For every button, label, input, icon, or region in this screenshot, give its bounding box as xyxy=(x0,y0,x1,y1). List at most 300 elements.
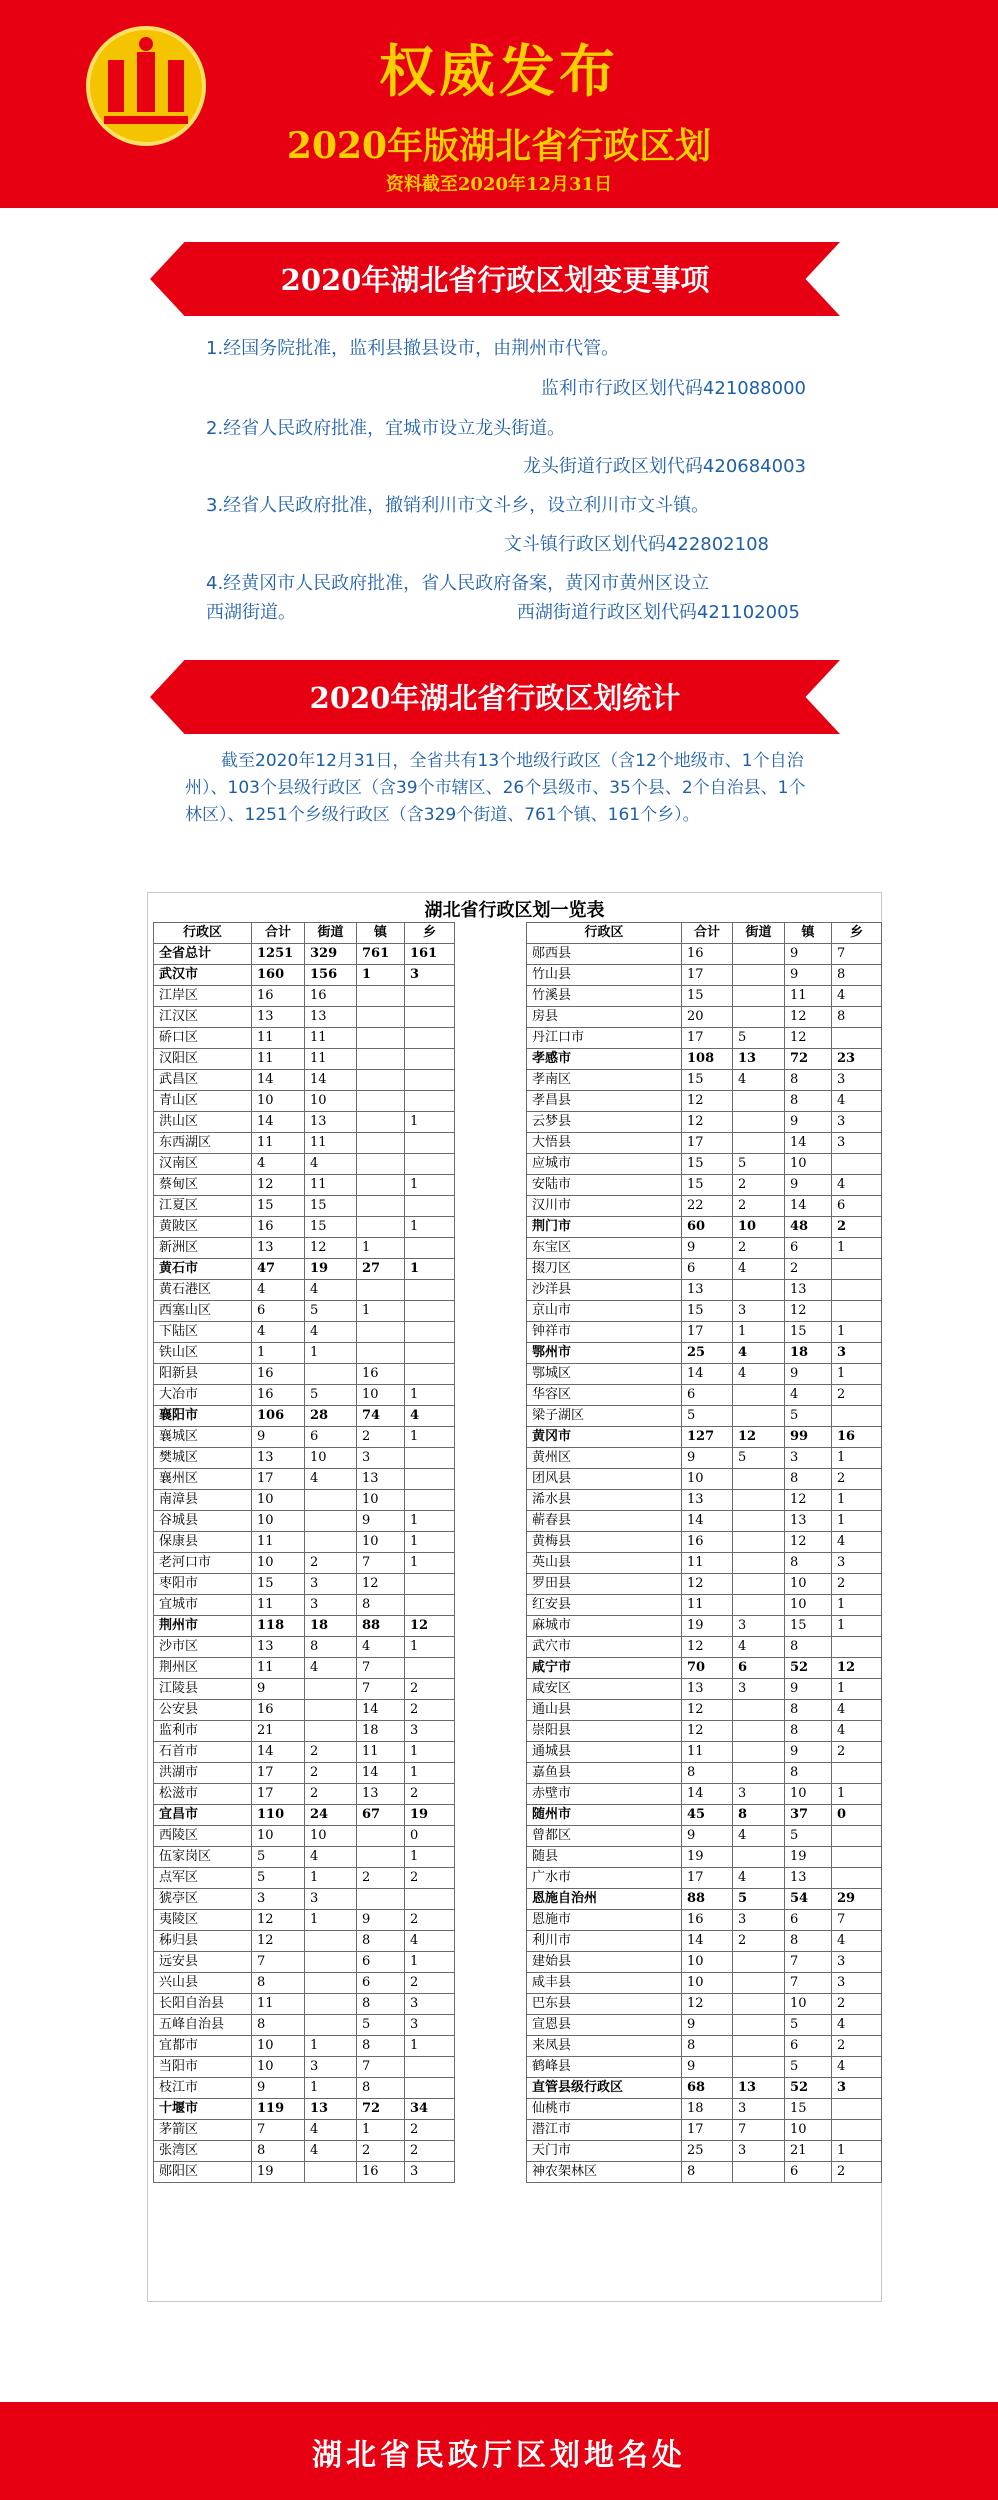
table-row xyxy=(527,1007,882,1028)
region-name-cell: 英山县 xyxy=(527,1553,682,1574)
count-cell: 8 xyxy=(785,1931,832,1952)
region-name-cell: 青山区 xyxy=(154,1091,252,1112)
count-cell: 16 xyxy=(252,1700,305,1721)
count-cell: 25 xyxy=(682,1343,733,1364)
count-cell xyxy=(832,2099,882,2120)
count-cell: 12 xyxy=(785,1028,832,1049)
count-cell: 1 xyxy=(357,2120,405,2141)
table-row xyxy=(154,1406,455,1427)
region-name-cell: 孝感市 xyxy=(527,1049,682,1070)
count-cell: 1 xyxy=(405,1385,455,1406)
table-row xyxy=(527,1532,882,1553)
region-name-cell: 红安县 xyxy=(527,1595,682,1616)
count-cell: 1 xyxy=(405,1427,455,1448)
count-cell: 88 xyxy=(682,1889,733,1910)
count-cell: 10 xyxy=(733,1217,785,1238)
count-cell: 1 xyxy=(357,1238,405,1259)
region-name-cell: 秭归县 xyxy=(154,1931,252,1952)
table-header-cell: 合计 xyxy=(682,923,733,944)
count-cell: 5 xyxy=(357,2015,405,2036)
count-cell: 15 xyxy=(682,1175,733,1196)
count-cell xyxy=(832,1301,882,1322)
table-header-cell: 镇 xyxy=(785,923,832,944)
region-name-cell: 保康县 xyxy=(154,1532,252,1553)
count-cell xyxy=(305,1931,357,1952)
count-cell: 5 xyxy=(785,2057,832,2078)
table-row xyxy=(154,1280,455,1301)
count-cell: 11 xyxy=(252,1595,305,1616)
table-row xyxy=(527,986,882,1007)
count-cell: 16 xyxy=(252,986,305,1007)
region-name-cell: 应城市 xyxy=(527,1154,682,1175)
count-cell xyxy=(832,1259,882,1280)
count-cell: 3 xyxy=(832,1133,882,1154)
region-name-cell: 随县 xyxy=(527,1847,682,1868)
region-name-cell: 大冶市 xyxy=(154,1385,252,1406)
count-cell: 1 xyxy=(832,1511,882,1532)
count-cell: 11 xyxy=(682,1742,733,1763)
region-name-cell: 武昌区 xyxy=(154,1070,252,1091)
count-cell: 3 xyxy=(785,1448,832,1469)
count-cell xyxy=(733,1133,785,1154)
region-name-cell: 咸丰县 xyxy=(527,1973,682,1994)
table-row xyxy=(527,1070,882,1091)
table-row xyxy=(154,1994,455,2015)
count-cell: 12 xyxy=(785,1490,832,1511)
count-cell: 6 xyxy=(785,2162,832,2183)
count-cell: 7 xyxy=(252,2120,305,2141)
count-cell: 2 xyxy=(785,1259,832,1280)
count-cell: 9 xyxy=(785,1679,832,1700)
count-cell: 2 xyxy=(305,1553,357,1574)
count-cell: 1 xyxy=(832,1322,882,1343)
region-name-cell: 丹江口市 xyxy=(527,1028,682,1049)
table-row xyxy=(527,1595,882,1616)
count-cell: 12 xyxy=(405,1616,455,1637)
count-cell: 761 xyxy=(357,944,405,965)
count-cell: 161 xyxy=(405,944,455,965)
region-name-cell: 十堰市 xyxy=(154,2099,252,2120)
count-cell: 2 xyxy=(405,1910,455,1931)
count-cell: 4 xyxy=(832,1931,882,1952)
count-cell: 70 xyxy=(682,1658,733,1679)
count-cell: 8 xyxy=(785,1721,832,1742)
change-item-3: 3.经省人民政府批准，撤销利川市文斗乡，设立利川市文斗镇。 xyxy=(206,495,710,516)
count-cell xyxy=(305,1973,357,1994)
region-name-cell: 当阳市 xyxy=(154,2057,252,2078)
region-name-cell: 老河口市 xyxy=(154,1553,252,1574)
count-cell: 19 xyxy=(785,1847,832,1868)
region-name-cell: 兴山县 xyxy=(154,1973,252,1994)
count-cell: 14 xyxy=(682,1931,733,1952)
region-name-cell: 新洲区 xyxy=(154,1238,252,1259)
count-cell: 9 xyxy=(357,1910,405,1931)
region-name-cell: 伍家岗区 xyxy=(154,1847,252,1868)
count-cell: 127 xyxy=(682,1427,733,1448)
region-name-cell: 石首市 xyxy=(154,1742,252,1763)
count-cell: 5 xyxy=(305,1385,357,1406)
count-cell: 4 xyxy=(832,1700,882,1721)
count-cell: 52 xyxy=(785,1658,832,1679)
region-name-cell: 孝南区 xyxy=(527,1070,682,1091)
count-cell: 2 xyxy=(832,1469,882,1490)
count-cell xyxy=(832,1763,882,1784)
count-cell: 4 xyxy=(305,1658,357,1679)
region-name-cell: 汉南区 xyxy=(154,1154,252,1175)
count-cell: 6 xyxy=(832,1196,882,1217)
count-cell: 2 xyxy=(405,1784,455,1805)
count-cell: 2 xyxy=(832,2162,882,2183)
count-cell: 11 xyxy=(305,1133,357,1154)
table-row xyxy=(154,1322,455,1343)
count-cell xyxy=(405,1448,455,1469)
count-cell: 1 xyxy=(405,1763,455,1784)
count-cell: 3 xyxy=(832,1070,882,1091)
count-cell: 14 xyxy=(682,1511,733,1532)
count-cell: 108 xyxy=(682,1049,733,1070)
count-cell xyxy=(305,1721,357,1742)
region-name-cell: 公安县 xyxy=(154,1700,252,1721)
count-cell: 16 xyxy=(252,1217,305,1238)
table-row xyxy=(154,1070,455,1091)
table-row xyxy=(527,1322,882,1343)
region-name-cell: 武穴市 xyxy=(527,1637,682,1658)
count-cell: 4 xyxy=(405,1406,455,1427)
table-row xyxy=(527,1679,882,1700)
table-row xyxy=(527,1574,882,1595)
region-name-cell: 梁子湖区 xyxy=(527,1406,682,1427)
table-row xyxy=(527,2099,882,2120)
change-item-4-cont: 西湖街道。 xyxy=(206,602,296,623)
table-header-row xyxy=(527,923,882,944)
count-cell: 9 xyxy=(785,1112,832,1133)
count-cell: 3 xyxy=(733,1301,785,1322)
count-cell: 6 xyxy=(305,1427,357,1448)
count-cell: 3 xyxy=(832,1553,882,1574)
count-cell: 3 xyxy=(733,1616,785,1637)
count-cell: 3 xyxy=(832,1973,882,1994)
table-row xyxy=(527,1406,882,1427)
count-cell: 9 xyxy=(785,965,832,986)
region-name-cell: 宜都市 xyxy=(154,2036,252,2057)
table-row xyxy=(527,2162,882,2183)
region-name-cell: 洪山区 xyxy=(154,1112,252,1133)
count-cell: 60 xyxy=(682,1217,733,1238)
count-cell: 16 xyxy=(252,1385,305,1406)
region-name-cell: 钟祥市 xyxy=(527,1322,682,1343)
count-cell xyxy=(733,1847,785,1868)
table-header-cell: 行政区 xyxy=(154,923,252,944)
count-cell: 13 xyxy=(252,1448,305,1469)
table-row xyxy=(154,1595,455,1616)
region-name-cell: 鄂州市 xyxy=(527,1343,682,1364)
count-cell: 1 xyxy=(832,1238,882,1259)
count-cell: 14 xyxy=(785,1196,832,1217)
count-cell: 4 xyxy=(733,1364,785,1385)
count-cell: 22 xyxy=(682,1196,733,1217)
region-name-cell: 崇阳县 xyxy=(527,1721,682,1742)
count-cell xyxy=(357,1112,405,1133)
count-cell: 3 xyxy=(405,1994,455,2015)
region-name-cell: 西塞山区 xyxy=(154,1301,252,1322)
count-cell: 17 xyxy=(682,1322,733,1343)
count-cell: 13 xyxy=(252,1238,305,1259)
count-cell xyxy=(405,1049,455,1070)
count-cell: 1 xyxy=(305,2078,357,2099)
region-name-cell: 仙桃市 xyxy=(527,2099,682,2120)
count-cell: 9 xyxy=(785,1175,832,1196)
table-row xyxy=(154,1721,455,1742)
count-cell: 19 xyxy=(252,2162,305,2183)
count-cell: 7 xyxy=(357,1658,405,1679)
count-cell: 47 xyxy=(252,1259,305,1280)
table-title: 湖北省行政区划一览表 xyxy=(424,900,605,921)
count-cell: 67 xyxy=(357,1805,405,1826)
region-name-cell: 云梦县 xyxy=(527,1112,682,1133)
table-row xyxy=(527,1700,882,1721)
region-name-cell: 赤壁市 xyxy=(527,1784,682,1805)
region-name-cell: 枣阳市 xyxy=(154,1574,252,1595)
count-cell xyxy=(357,1070,405,1091)
count-cell: 11 xyxy=(252,1028,305,1049)
count-cell: 106 xyxy=(252,1406,305,1427)
count-cell: 6 xyxy=(252,1301,305,1322)
table-row xyxy=(154,2015,455,2036)
count-cell: 8 xyxy=(682,1763,733,1784)
count-cell xyxy=(305,1490,357,1511)
count-cell xyxy=(305,2015,357,2036)
count-cell: 4 xyxy=(305,1469,357,1490)
count-cell xyxy=(733,1469,785,1490)
region-name-cell: 襄州区 xyxy=(154,1469,252,1490)
table-row xyxy=(527,1973,882,1994)
table-row xyxy=(154,1343,455,1364)
count-cell xyxy=(832,1406,882,1427)
count-cell: 5 xyxy=(733,1448,785,1469)
table-row xyxy=(154,1049,455,1070)
count-cell: 68 xyxy=(682,2078,733,2099)
region-name-cell: 通城县 xyxy=(527,1742,682,1763)
table-header-cell: 乡 xyxy=(832,923,882,944)
table-row xyxy=(154,1490,455,1511)
region-name-cell: 华容区 xyxy=(527,1385,682,1406)
count-cell xyxy=(357,1154,405,1175)
count-cell: 4 xyxy=(733,1637,785,1658)
table-row xyxy=(527,1805,882,1826)
table-row xyxy=(527,1175,882,1196)
count-cell xyxy=(305,1511,357,1532)
count-cell: 3 xyxy=(357,1448,405,1469)
count-cell: 9 xyxy=(252,1427,305,1448)
count-cell: 1 xyxy=(832,1595,882,1616)
table-row xyxy=(527,1952,882,1973)
count-cell: 9 xyxy=(682,1448,733,1469)
count-cell: 11 xyxy=(305,1028,357,1049)
count-cell xyxy=(733,1553,785,1574)
region-name-cell: 襄城区 xyxy=(154,1427,252,1448)
header-note: 资料截至2020年12月31日 xyxy=(385,174,613,195)
count-cell: 4 xyxy=(305,2141,357,2162)
table-row xyxy=(527,1112,882,1133)
count-cell: 17 xyxy=(252,1784,305,1805)
count-cell: 8 xyxy=(305,1637,357,1658)
count-cell: 8 xyxy=(682,2162,733,2183)
region-name-cell: 东西湖区 xyxy=(154,1133,252,1154)
count-cell: 7 xyxy=(785,1952,832,1973)
region-name-cell: 汉川市 xyxy=(527,1196,682,1217)
table-row xyxy=(154,1028,455,1049)
count-cell: 12 xyxy=(682,1994,733,2015)
count-cell: 21 xyxy=(785,2141,832,2162)
region-name-cell: 郧阳区 xyxy=(154,2162,252,2183)
table-row xyxy=(527,1784,882,1805)
count-cell: 27 xyxy=(357,1259,405,1280)
count-cell: 8 xyxy=(785,1553,832,1574)
count-cell: 18 xyxy=(357,1721,405,1742)
count-cell: 329 xyxy=(305,944,357,965)
table-row xyxy=(527,2036,882,2057)
count-cell: 88 xyxy=(357,1616,405,1637)
count-cell: 2 xyxy=(405,2120,455,2141)
count-cell xyxy=(733,1406,785,1427)
count-cell: 7 xyxy=(357,2057,405,2078)
table-row xyxy=(154,2099,455,2120)
count-cell: 5 xyxy=(785,2015,832,2036)
table-row xyxy=(527,1616,882,1637)
count-cell: 11 xyxy=(252,1532,305,1553)
count-cell: 3 xyxy=(405,2162,455,2183)
count-cell xyxy=(733,1574,785,1595)
count-cell: 9 xyxy=(682,1238,733,1259)
count-cell xyxy=(305,1994,357,2015)
count-cell: 12 xyxy=(682,1574,733,1595)
region-name-cell: 神农架林区 xyxy=(527,2162,682,2183)
count-cell: 6 xyxy=(785,1238,832,1259)
count-cell: 10 xyxy=(305,1826,357,1847)
count-cell: 3 xyxy=(733,2141,785,2162)
table-row xyxy=(527,1910,882,1931)
count-cell: 8 xyxy=(733,1805,785,1826)
count-cell xyxy=(733,1973,785,1994)
region-name-cell: 罗田县 xyxy=(527,1574,682,1595)
count-cell xyxy=(733,1280,785,1301)
region-name-cell: 江汉区 xyxy=(154,1007,252,1028)
count-cell: 19 xyxy=(405,1805,455,1826)
region-name-cell: 西陵区 xyxy=(154,1826,252,1847)
count-cell: 1 xyxy=(405,1847,455,1868)
table-row xyxy=(154,1091,455,1112)
table-row xyxy=(527,1763,882,1784)
table-row xyxy=(154,2057,455,2078)
table-row xyxy=(527,1826,882,1847)
count-cell: 15 xyxy=(682,1070,733,1091)
region-name-cell: 孝昌县 xyxy=(527,1091,682,1112)
count-cell: 15 xyxy=(682,1301,733,1322)
count-cell: 2 xyxy=(733,1196,785,1217)
region-name-cell: 樊城区 xyxy=(154,1448,252,1469)
count-cell: 5 xyxy=(733,1028,785,1049)
count-cell: 17 xyxy=(682,1028,733,1049)
table-row xyxy=(527,1154,882,1175)
region-name-cell: 远安县 xyxy=(154,1952,252,1973)
region-name-cell: 团风县 xyxy=(527,1469,682,1490)
count-cell: 5 xyxy=(305,1301,357,1322)
count-cell: 5 xyxy=(785,1826,832,1847)
count-cell: 14 xyxy=(682,1784,733,1805)
table-row xyxy=(527,965,882,986)
region-name-cell: 鄂城区 xyxy=(527,1364,682,1385)
count-cell: 1 xyxy=(832,1784,882,1805)
count-cell: 4 xyxy=(733,1868,785,1889)
table-row xyxy=(527,2141,882,2162)
count-cell: 14 xyxy=(305,1070,357,1091)
table-row xyxy=(527,1658,882,1679)
region-name-cell: 黄梅县 xyxy=(527,1532,682,1553)
count-cell: 10 xyxy=(357,1490,405,1511)
count-cell: 1 xyxy=(832,1364,882,1385)
count-cell: 4 xyxy=(305,2120,357,2141)
table-row xyxy=(154,986,455,1007)
count-cell xyxy=(733,944,785,965)
count-cell xyxy=(733,1112,785,1133)
count-cell xyxy=(405,1595,455,1616)
count-cell: 5 xyxy=(252,1847,305,1868)
table-header-cell: 街道 xyxy=(733,923,785,944)
region-name-cell: 来凤县 xyxy=(527,2036,682,2057)
change-code-3: 文斗镇行政区划代码422802108 xyxy=(503,534,769,555)
table-row xyxy=(527,1196,882,1217)
region-name-cell: 阳新县 xyxy=(154,1364,252,1385)
count-cell: 160 xyxy=(252,965,305,986)
count-cell: 156 xyxy=(305,965,357,986)
region-name-cell: 黄州区 xyxy=(527,1448,682,1469)
count-cell: 10 xyxy=(252,1553,305,1574)
count-cell: 11 xyxy=(252,1994,305,2015)
count-cell xyxy=(405,1889,455,1910)
count-cell: 9 xyxy=(682,2015,733,2036)
count-cell: 1251 xyxy=(252,944,305,965)
count-cell: 8 xyxy=(832,1007,882,1028)
count-cell: 11 xyxy=(785,986,832,1007)
count-cell: 21 xyxy=(252,1721,305,1742)
change-code-1: 监利市行政区划代码421088000 xyxy=(540,378,806,399)
count-cell: 7 xyxy=(733,2120,785,2141)
count-cell xyxy=(733,1511,785,1532)
count-cell: 11 xyxy=(357,1742,405,1763)
region-name-cell: 全省总计 xyxy=(154,944,252,965)
count-cell: 1 xyxy=(832,1448,882,1469)
count-cell: 17 xyxy=(682,1868,733,1889)
region-name-cell: 咸宁市 xyxy=(527,1658,682,1679)
count-cell: 3 xyxy=(305,1595,357,1616)
count-cell: 1 xyxy=(357,965,405,986)
count-cell: 4 xyxy=(252,1280,305,1301)
table-row xyxy=(154,1217,455,1238)
region-name-cell: 松滋市 xyxy=(154,1784,252,1805)
change-code-4: 西湖街道行政区划代码421102005 xyxy=(516,602,800,623)
changes-heading: 2020年湖北省行政区划变更事项 xyxy=(280,263,710,297)
count-cell: 13 xyxy=(682,1280,733,1301)
count-cell: 4 xyxy=(832,1532,882,1553)
table-row xyxy=(154,944,455,965)
table-row xyxy=(527,2120,882,2141)
count-cell: 3 xyxy=(733,1784,785,1805)
count-cell xyxy=(405,1154,455,1175)
count-cell: 18 xyxy=(785,1343,832,1364)
count-cell: 12 xyxy=(682,1637,733,1658)
table-row xyxy=(154,1175,455,1196)
region-name-cell: 沙市区 xyxy=(154,1637,252,1658)
